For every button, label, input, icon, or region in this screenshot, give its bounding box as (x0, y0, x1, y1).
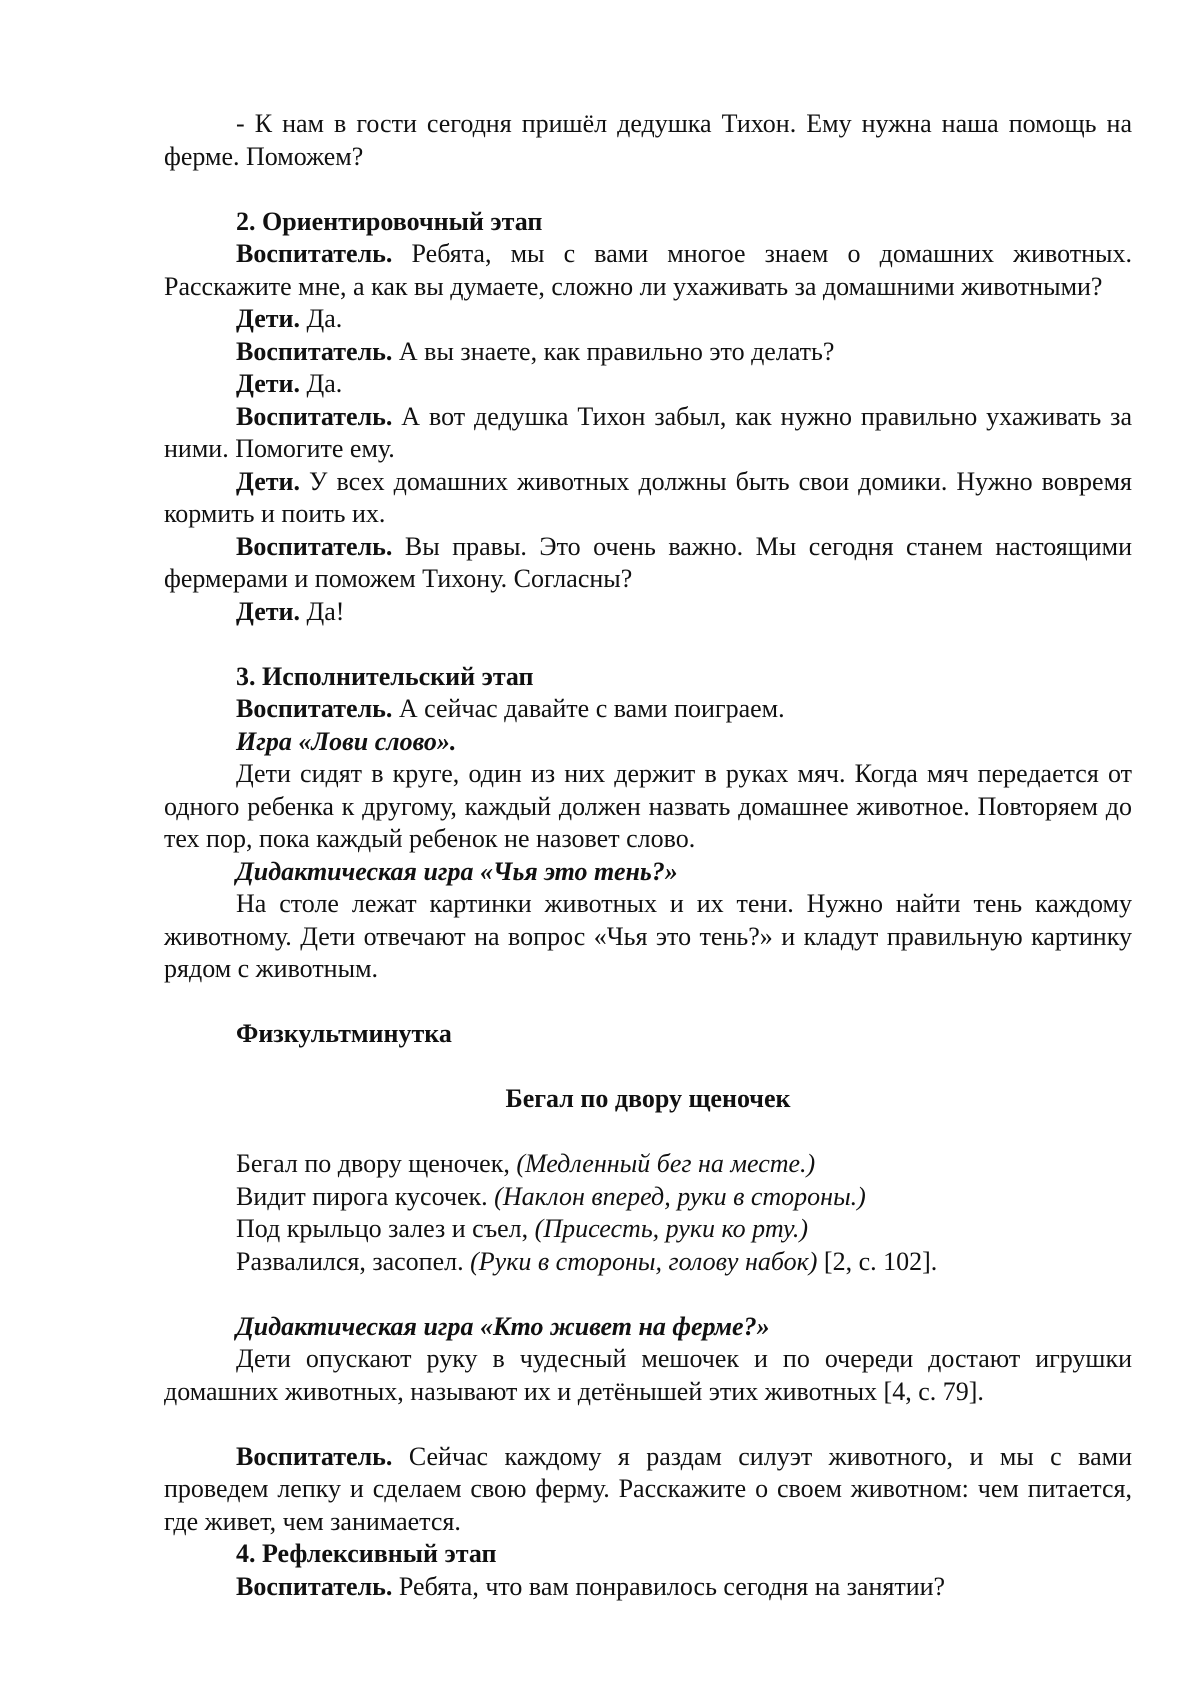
document-page (164, 108, 1132, 1603)
dialogue-line (164, 401, 1132, 466)
game-2-description: На столе лежат картинки животных и их тени. Нужно найти тень каждому животному. Дети отвечают на вопрос «Чья это тень?» и кладут правильную картинку рядом с животным. (164, 888, 1132, 986)
verse-text: Видит пирога кусочек. (236, 1182, 494, 1211)
dialogue-text: Да! (300, 597, 344, 626)
blank-line (164, 173, 1132, 206)
blank-line (164, 986, 1132, 1019)
dialogue-line (164, 336, 1132, 369)
dialogue-line (164, 596, 1132, 629)
dialogue-line (164, 1571, 1132, 1604)
dialogue-text: Вы правы. Это очень важно. Мы сегодня станем настоящими фермерами и поможем Тихону. Согласны? (164, 532, 1132, 594)
poem-verse (164, 1213, 1132, 1246)
speaker-label: Воспитатель. (236, 694, 392, 723)
blank-line (164, 628, 1132, 661)
speaker-label: Воспитатель. (236, 337, 392, 366)
dialogue-line (164, 238, 1132, 303)
dialogue-text: У всех домашних животных должны быть свои домики. Нужно вовремя кормить и поить их. (164, 467, 1132, 529)
game-3-title: Дидактическая игра «Кто живет на ферме?» (164, 1311, 1132, 1344)
dialogue-line (164, 1441, 1132, 1539)
verse-text: Развалился, засопел. (236, 1247, 470, 1276)
dialogue-text: А вы знаете, как правильно это делать? (392, 337, 834, 366)
poem-verse (164, 1246, 1132, 1279)
dialogue-text: А вот дедушка Тихон забыл, как нужно правильно ухаживать за ними. Помогите ему. (164, 402, 1132, 464)
poem-verse (164, 1148, 1132, 1181)
verse-reference: [2, с. 102]. (817, 1247, 937, 1276)
dialogue-text: Да. (300, 369, 342, 398)
dialogue-line (164, 466, 1132, 531)
poem-title: Бегал по двору щеночек (164, 1083, 1132, 1116)
game-1-description: Дети сидят в круге, один из них держит в руках мяч. Когда мяч передается от одного ребенка к другому, каждый должен назвать домашнее животное. Повторяем до тех пор, пока каждый ребенок не назовет слово. (164, 758, 1132, 856)
blank-line (164, 1278, 1132, 1311)
dialogue-text: Сейчас каждому я раздам силуэт животного, и мы с вами проведем лепку и сделаем свою ферму. Расскажите о своем животном: чем питается, где живет, чем занимается. (164, 1442, 1132, 1536)
dialogue-line (164, 303, 1132, 336)
speaker-label: Воспитатель. (236, 1572, 392, 1601)
dialogue-text: Ребята, мы с вами многое знаем о домашних животных. Расскажите мне, а как вы думаете, сложно ли ухаживать за домашними животными? (164, 239, 1132, 301)
dialogue-line (164, 368, 1132, 401)
speaker-label: Дети. (236, 304, 300, 333)
blank-line (164, 1051, 1132, 1084)
verse-action: (Наклон вперед, руки в стороны.) (494, 1182, 866, 1211)
dialogue-line (164, 693, 1132, 726)
section-2-heading: 2. Ориентировочный этап (164, 206, 1132, 239)
verse-text: Под крыльцо залез и съел, (236, 1214, 535, 1243)
dialogue-text: Ребята, что вам понравилось сегодня на занятии? (392, 1572, 945, 1601)
intro-paragraph: - К нам в гости сегодня пришёл дедушка Тихон. Ему нужна наша помощь на ферме. Поможем? (164, 108, 1132, 173)
physical-minute-heading: Физкультминутка (164, 1018, 1132, 1051)
game-3-description: Дети опускают руку в чудесный мешочек и по очереди достают игрушки домашних животных, называют их и детёнышей этих животных [4, с. 79]. (164, 1343, 1132, 1408)
blank-line (164, 1408, 1132, 1441)
blank-line (164, 1116, 1132, 1149)
dialogue-text: А сейчас давайте с вами поиграем. (392, 694, 784, 723)
speaker-label: Дети. (236, 467, 300, 496)
section-3-heading: 3. Исполнительский этап (164, 661, 1132, 694)
dialogue-text: Да. (300, 304, 342, 333)
game-1-title: Игра «Лови слово». (164, 726, 1132, 759)
verse-action: (Руки в стороны, голову набок) (470, 1247, 817, 1276)
speaker-label: Воспитатель. (236, 532, 392, 561)
speaker-label: Воспитатель. (236, 402, 392, 431)
poem-verse (164, 1181, 1132, 1214)
verse-action: (Присесть, руки ко рту.) (535, 1214, 808, 1243)
speaker-label: Дети. (236, 597, 300, 626)
speaker-label: Дети. (236, 369, 300, 398)
verse-text: Бегал по двору щеночек, (236, 1149, 516, 1178)
speaker-label: Воспитатель. (236, 1442, 392, 1471)
section-4-heading: 4. Рефлексивный этап (164, 1538, 1132, 1571)
speaker-label: Воспитатель. (236, 239, 392, 268)
game-2-title: Дидактическая игра «Чья это тень?» (164, 856, 1132, 889)
verse-action: (Медленный бег на месте.) (516, 1149, 815, 1178)
dialogue-line (164, 531, 1132, 596)
